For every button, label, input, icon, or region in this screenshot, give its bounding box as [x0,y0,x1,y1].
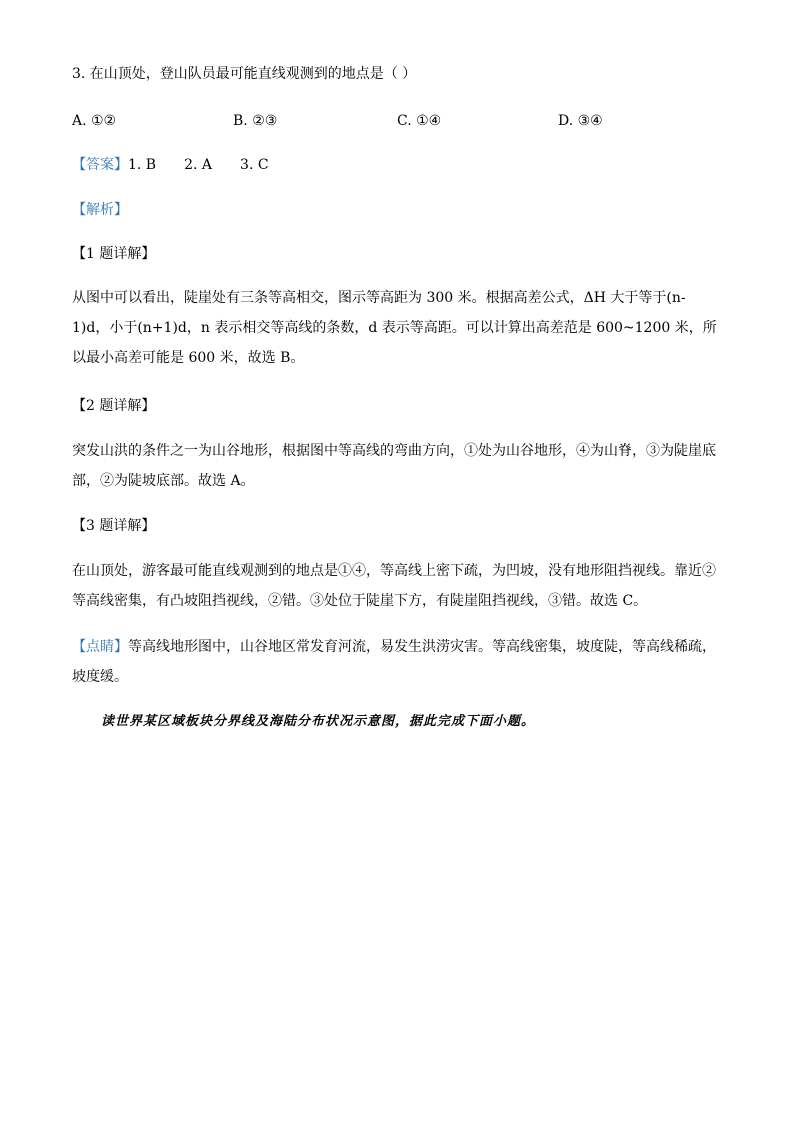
option-d: D. ③④ [558,113,603,129]
question-3-stem: 3. 在山顶处，登山队员最可能直线观测到的地点是（ ） [72,66,417,82]
answer-item-2: 2. A [184,157,213,173]
detail-3-body: 在山顶处，游客最可能直线观测到的地点是①④，等高线上密下疏，为凹坡，没有地形阻挡视线。靠近②等高线密集，有凸坡阻挡视线，②错。③处位于陡崖下方，有陡崖阻挡视线，③错。故选 C。 [72,563,716,609]
analysis-tag: 【解析】 [72,202,128,218]
answer-item-1: 1. B [128,157,157,173]
tip-paragraph [72,632,722,692]
answer-line [72,155,269,175]
answer-item-3: 3. C [240,157,269,173]
detail-2-heading: 【2 题详解】 [72,398,156,414]
tip-body: 等高线地形图中，山谷地区常发育河流，易发生洪涝灾害。等高线密集，坡度陡，等高线稀疏，坡度缓。 [72,639,716,685]
option-a: A. ①② [72,113,117,129]
option-b: B. ②③ [233,113,278,129]
detail-2-body: 突发山洪的条件之一为山谷地形，根据图中等高线的弯曲方向，①处为山谷地形，④为山脊，③为陡崖底部，②为陡坡底部。故选 A。 [72,443,716,489]
answer-tag: 【答案】 [72,157,128,173]
option-c: C. ①④ [397,113,442,129]
figure-caption: 读世界某区域板块分界线及海陆分布状况示意图，据此完成下面小题。 [101,714,536,729]
tip-tag: 【点睛】 [72,639,128,655]
detail-1-heading: 【1 题详解】 [72,246,156,262]
detail-3-heading: 【3 题详解】 [72,518,156,534]
detail-1-body: 从图中可以看出，陡崖处有三条等高相交，图示等高距为 300 米。根据高差公式，ΔH 大于等于(n-1)d，小于(n+1)d，n 表示相交等高线的条数，d 表示等高距。可以计算出高差范是 600~1200 米，所以最小高差可能是 600 米，故选 B。 [72,290,717,366]
